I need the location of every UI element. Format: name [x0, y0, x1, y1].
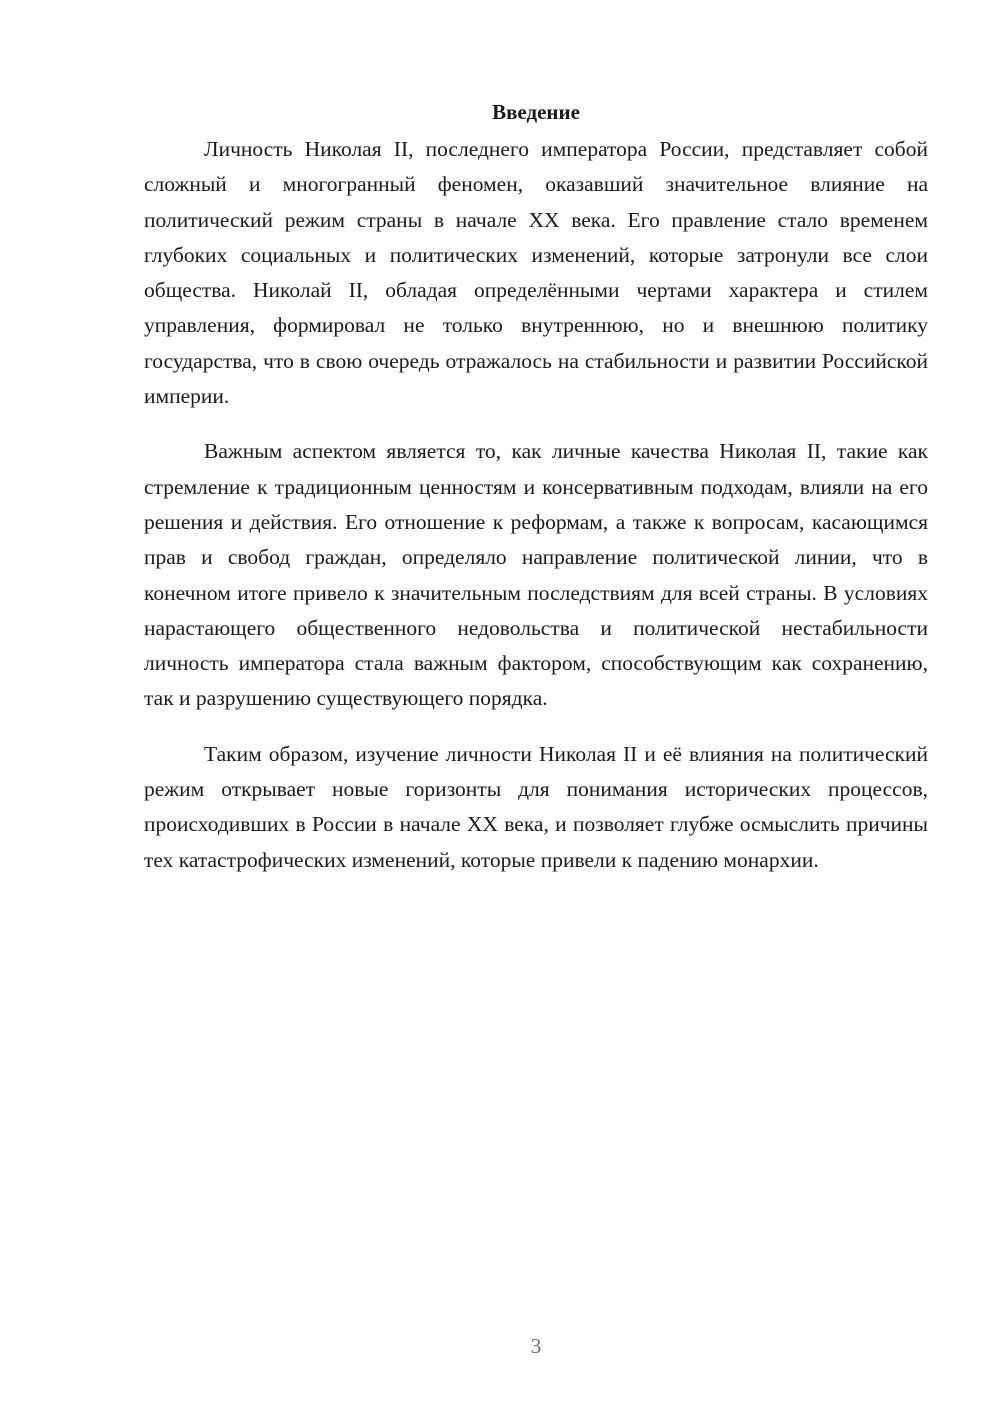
- paragraph-1: Личность Николая II, последнего императора России, представляет собой сложный и многогранный феномен, оказавший значительное влияние на политический режим страны в начале XX века. Его правление стало временем глубоких социальных и политических изменений, которые затронули все слои общества. Николай II, обладая определёнными чертами характера и стилем управления, формировал не только внутреннюю, но и внешнюю политику государства, что в свою очередь отражалось на стабильности и развитии Российской империи.: [144, 137, 928, 409]
- paragraph-2: Важным аспектом является то, как личные качества Николая II, такие как стремление к традиционным ценностям и консервативным подходам, влияли на его решения и действия. Его отношение к реформам, а также к вопросам, касающимся прав и свобод граждан, определяло направление политической линии, что в конечном итоге привело к значительным последствиям для всей страны. В условиях нарастающего общественного недовольства и политической нестабильности личность императора стала важным фактором, способствующим как сохранению, так и разрушению существующего порядка.: [144, 439, 928, 711]
- paragraph-3: Таким образом, изучение личности Николая II и её влияния на политический режим открывает новые горизонты для понимания исторических процессов, происходивших в России в начале XX века, и позволяет глубже осмыслить причины тех катастрофических изменений, которые привели к падению монархии.: [144, 741, 928, 872]
- page-number: 3: [530, 1334, 542, 1358]
- section-title: Введение: [492, 100, 580, 124]
- document-body: [144, 96, 928, 878]
